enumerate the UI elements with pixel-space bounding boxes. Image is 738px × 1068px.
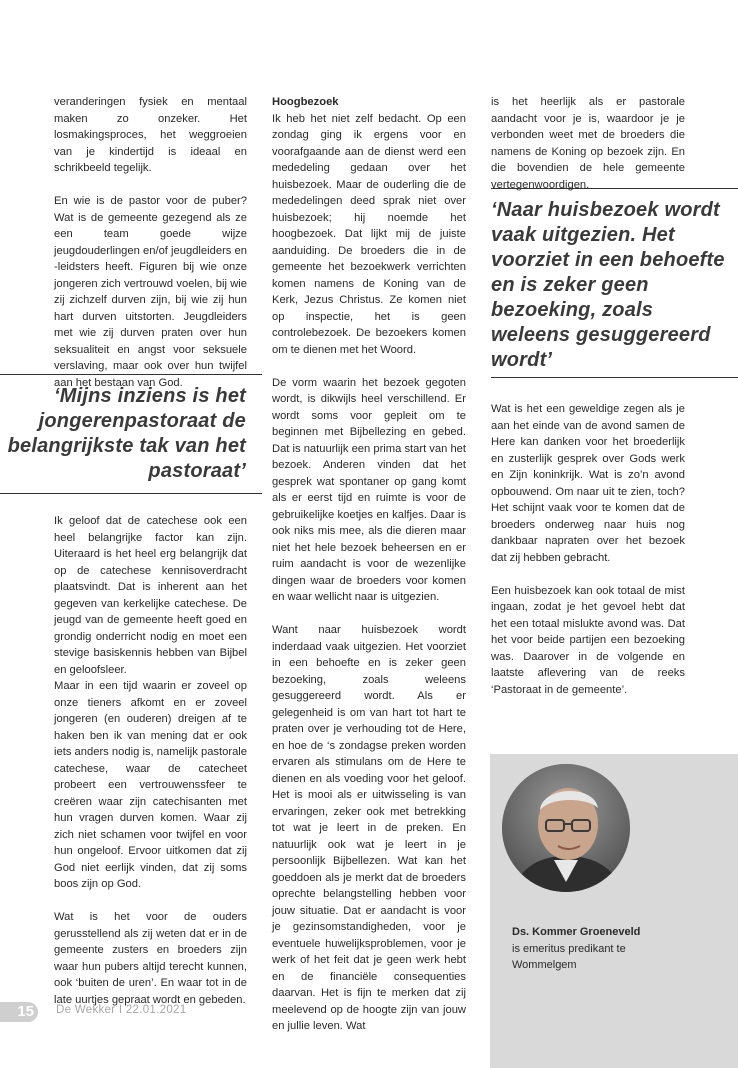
column-3-continued	[491, 401, 685, 698]
author-bio-line-1: is emeritus predikant te	[512, 942, 626, 955]
col1-paragraph-4: Maar in een tijd waarin er zoveel op onze tieners afkomt en er zoveel jongeren (en ouderen) dreigen af te haken ben ik van mening dat er ook iets anders nodig is, namelijk pastorale catechese, waar de catecheet probeert een vertrouwenssfeer te creëren waar zijn catechisanten met hun vragen durven komen. Waar zij zich niet schamen voor twijfel en voor hun ongeloof. Ervoor uitkomen dat zij God niet eerlijk vinden, dat zij soms boos zijn op God.	[54, 680, 247, 890]
col1-paragraph-3: Ik geloof dat de catechese ook een heel belangrijke factor kan zijn. Uiteraard is het heel erg belangrijk dat op de catechese kennisoverdracht plaatsvindt. Dat is inherent aan het gegeven van kerkelijke catechese. De jeugd van de gemeente heeft goed en grondig onderricht nodig en moet een stevige basiskennis hebben van Bijbel en geloofsleer.	[54, 515, 247, 676]
column-1-continued	[54, 513, 247, 1008]
pull-quote-1: ‘Mijns inziens is het jongerenpastoraat de belangrijkste tak van het pastoraat’	[7, 385, 246, 482]
col2-paragraph-2: De vorm waarin het bezoek gegoten wordt, is dikwijls heel verschillend. Er wordt soms voor gepleit om te beginnen met Bijbellezing en gebed. Dat is natuurlijk een prima start van het bezoek. Anderen vinden dat het gesprek wat spontaner op gang komt als er eerst tijd en ruimte is voor de gebruikelijke koetjes en kalfjes. Daar is ook niks mis mee, als die dieren maar niet het hele bezoek beheersen en er ruim aandacht is voor de wezenlijke dingen waar de broeders voor komen en waar wellicht naar is uitgezien.	[272, 376, 467, 603]
col3-paragraph-1: is het heerlijk als er pastorale aandacht voor je is, waardoor je je verbonden weet met de broeders die namens de Koning op bezoek zijn. En die bovendien de hele gemeente vertegenwoordigen.	[491, 96, 685, 191]
subheading-hoogbezoek: Hoogbezoek	[272, 96, 339, 108]
author-panel	[490, 754, 738, 1068]
col2-paragraph-3: Want naar huisbezoek wordt inderdaad vaak uitgezien. Het voorziet in een behoefte en is zeker geen bezoeking, zoals weleens gesuggereerd wordt. Als er gelegenheid is om van hart tot hart te praten over je verhouding tot de Here, en hoe de ‘s zondagse preken worden ervaren als stimulans om de Here te dienen en als voeding voor het geloof. Het is mooi als er uitwisseling is van ervaringen, zeker ook met betrekking tot wat je leert in de preken. En natuurlijk ook wat je leert in je persoonlijk Bijbellezen. Wat kan het goeddoen als je merkt dat de broeders oprechte belangstelling hebben voor jouw situatie. Dat er aandacht is voor je gezinsomstandigheden, voor je eventuele huwelijksproblemen, voor je werk of het feit dat je geen werk hebt en de financiële consequenties daarvan. Het is fijn te merken dat zij meelevend op de hoogte zijn van jouw en jullie leven. Wat	[272, 624, 466, 1032]
quote2-bottom-rule	[491, 377, 738, 378]
quote1-top-rule	[0, 374, 262, 375]
author-name: Ds. Kommer Groeneveld	[512, 926, 641, 938]
author-caption	[512, 924, 722, 974]
pull-quote-2: ‘Naar huisbezoek wordt vaak uitgezien. Het voorziet in een behoefte en is zeker geen bezoeking, zoals weleens gesuggereerd wordt’	[491, 199, 725, 371]
author-bio-line-2: Wommelgem	[512, 959, 577, 971]
col1-paragraph-1: veranderingen fysiek en mentaal maken zo onzeker. Het losmakingsproces, het weggroeien van je kindertijd is ideaal en schrikbeeld tegelijk.	[54, 96, 247, 174]
quote1-bottom-rule	[0, 493, 262, 494]
col1-paragraph-5: Wat is het voor de ouders gerusstellend als zij weten dat er in de gemeente zusters en broeders zijn waar hun pubers altijd terecht kunnen, ook ‘buiten de uren’. En waar tot in de late uurtjes gepraat wordt en gebeden.	[54, 911, 247, 1006]
col3-paragraph-3: Een huisbezoek kan ook totaal de mist ingaan, zodat je het gevoel hebt dat het een totaal mislukte avond was. Dat het voor beide partijen een bezoeking was. Daarover in de volgende en laatste aflevering van de reeks ‘Pastoraat in de gemeente’.	[491, 584, 685, 696]
col2-paragraph-1: Ik heb het niet zelf bedacht. Op een zondag ging ik ergens voor en voorafgaande aan de dienst werd een mededeling gedaan over het huisbezoek. Maar de ouderling die de mededelingen deed sprak niet over huisbezoek; hij noemde het hoogbezoek. Dat lijkt mij de juiste aanduiding. De broeders die in de gemeente het bezoekwerk verrichten komen namens de Koning van de Kerk, Jezus Christus. Ze komen niet op inspectie, het is geen controlebezoek. De bezoekers komen om te dienen met het Woord.	[272, 112, 466, 356]
author-portrait	[502, 764, 630, 892]
column-3	[491, 94, 685, 193]
column-2	[272, 94, 466, 1035]
col1-paragraph-2: En wie is de pastor voor de puber? Wat is de gemeente gezegend als ze een team goede wijze jeugdouderlingen en/of jeugdleiders en -leidsters heeft. Figuren bij wie onze jongeren zich vertrouwd voelen, bij wie zij zichzelf durven zijn, bij wie zij hun hart durven uitstorten. Jeugdleiders met wie zij durven praten over hun seksualiteit en angst voor seksuele verslaving, maar ook over hun twijfel aan het bestaan van God.	[54, 195, 247, 389]
footer-publication: De Wekker I 22.01.2021	[56, 1004, 187, 1016]
portrait-image	[502, 764, 630, 892]
page-number: 15	[0, 1002, 38, 1022]
quote2-top-rule	[491, 188, 738, 189]
column-1	[54, 94, 247, 391]
col3-paragraph-2: Wat is het een geweldige zegen als je aan het einde van de avond samen de Here kan danken voor het broederlijk en zusterlijk gesprek over Gods werk en Zijn koninkrijk. Wat is zo’n avond opbouwend. Om naar uit te zien, toch? Het schijnt vaak voor te komen dat de broeders onderweg naar huis nog dankbaar napraten over het bezoek dat zij hebben gebracht.	[491, 403, 685, 564]
